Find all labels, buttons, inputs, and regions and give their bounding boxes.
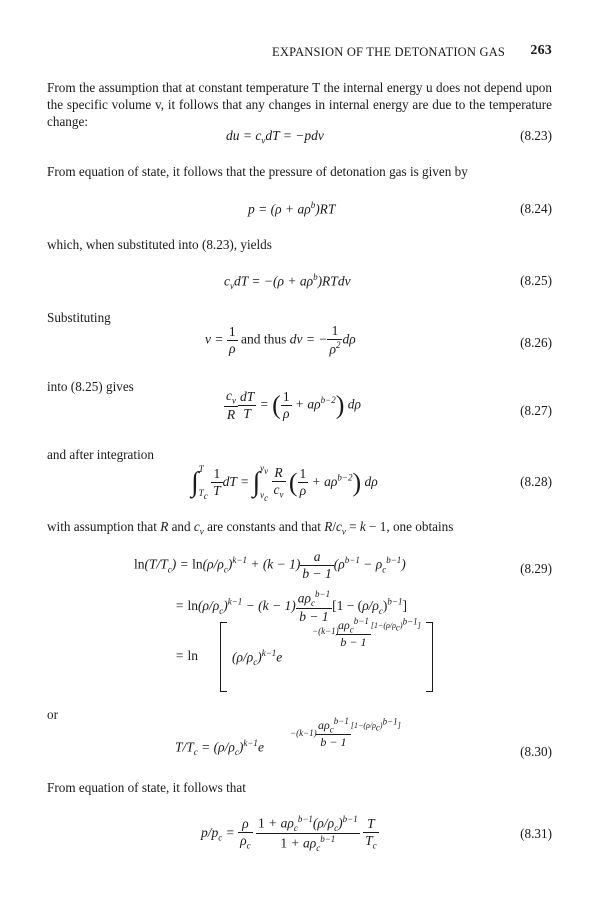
eq-number-8-23: (8.23) bbox=[520, 128, 552, 143]
equation-8-29-line-2: = $\ln(\rho/\rho_c)^{k-1} - (k - 1)$ $\frac{a\rho_c^{b-1}}{b - 1}$ $[1 - (\rho/\rho_c)^{b-1}]$ bbox=[175, 589, 407, 625]
eq-number-8-31: (8.31) bbox=[520, 826, 552, 841]
eq-number-8-30: (8.30) bbox=[520, 744, 552, 759]
eq-number-8-24: (8.24) bbox=[520, 201, 552, 216]
paragraph-7: with assumption that R and $c_v$ are constants and that $R/c_v = k - 1$, one obtains bbox=[47, 519, 454, 537]
equation-8-23: du = $c_vdT = -pdv$ bbox=[226, 128, 324, 146]
equation-8-24: $p = (\rho + a\rho^b)RT$ bbox=[248, 200, 336, 217]
running-title: EXPANSION OF THE DETONATION GAS bbox=[272, 45, 506, 59]
exponent-frac-8-30: $\frac{a\rho_c^{b-1}}{b - 1}$ [1−(ρ/ρc)b−1] bbox=[318, 716, 401, 750]
paragraph-2: From equation of state, it follows that the pressure of detonation gas is given by bbox=[47, 164, 468, 179]
eq-number-8-28: (8.28) bbox=[520, 474, 552, 489]
exponent-8-30: −(k−1) bbox=[290, 728, 317, 738]
paragraph-6: and after integration bbox=[47, 447, 154, 462]
eq-number-8-25: (8.25) bbox=[520, 273, 552, 288]
paragraph-9: From equation of state, it follows that bbox=[47, 780, 246, 795]
equation-8-25: $c_vdT = -(\rho$ + $a\rho^b)RTdv$ bbox=[224, 272, 351, 292]
paragraph-8: or bbox=[47, 707, 58, 722]
equation-8-26: v = $\frac{1}{\rho}$ and thus dv = − $\frac{1}{\rho^2}$ dρ bbox=[205, 323, 356, 357]
equation-8-29-line-3-lhs: = ln bbox=[175, 648, 199, 663]
equation-8-28: ∫ T $T_c$ $\frac{1}{T}$ dT = ∫ $v_v$ $v_c$ $\frac{R}{c_v}$ ( $\frac{1}{\rho}$ + $a\rho^{b-2}$) dρ bbox=[191, 463, 378, 503]
eq-number-8-29: (8.29) bbox=[520, 561, 552, 576]
exponent-8-29: −(k−1) bbox=[312, 626, 339, 636]
paragraph-3: which, when substituted into (8.23), yields bbox=[47, 237, 272, 252]
paragraph-1: From the assumption that at constant temperature T the internal energy u does not depend upon the specific volume v, it follows that any changes in internal energy are due to the temperature change: bbox=[47, 80, 552, 129]
paragraph-4: Substituting bbox=[47, 310, 111, 325]
eq-number-8-27: (8.27) bbox=[520, 403, 552, 418]
equation-8-27: $\frac{c_v}{R}$ $\frac{dT}{T}$ = ( $\frac{1}{\rho}$ + $a\rho^{b-2}$) dρ bbox=[226, 388, 362, 422]
equation-8-31: $p/p_c$ = $\frac{\rho}{\rho_c}$ $\frac{1 + a\rho_c^{b-1}(\rho/\rho_c)^{b-1}}{1 + a\rho_c^{b-1}}$ $\frac{T}{T_c}$ bbox=[201, 814, 377, 854]
equation-8-29-line-1: $\ln(T/T_c) = \ln(\rho/\rho_c)^{k-1} + (k - 1)$ $\frac{a}{b - 1}$ $(\rho^{b-1} - \rho_c^{b-1})$ bbox=[134, 549, 406, 581]
left-bracket bbox=[220, 622, 227, 692]
eq-number-8-26: (8.26) bbox=[520, 335, 552, 350]
page-number: 263 bbox=[530, 43, 552, 58]
equation-8-30: $T/T_c = (\rho/\rho_c)^{k-1}e$ bbox=[175, 738, 264, 758]
exponent-frac-8-29: $\frac{a\rho_c^{b-1}}{b - 1}$ [1−(ρ/ρc)b−1] bbox=[338, 616, 421, 650]
paragraph-5: into (8.25) gives bbox=[47, 379, 134, 394]
right-bracket bbox=[426, 622, 433, 692]
equation-8-29-line-3-rhs: $(\rho/\rho_c)^{k-1}e$ bbox=[232, 648, 283, 668]
running-header bbox=[260, 41, 552, 61]
